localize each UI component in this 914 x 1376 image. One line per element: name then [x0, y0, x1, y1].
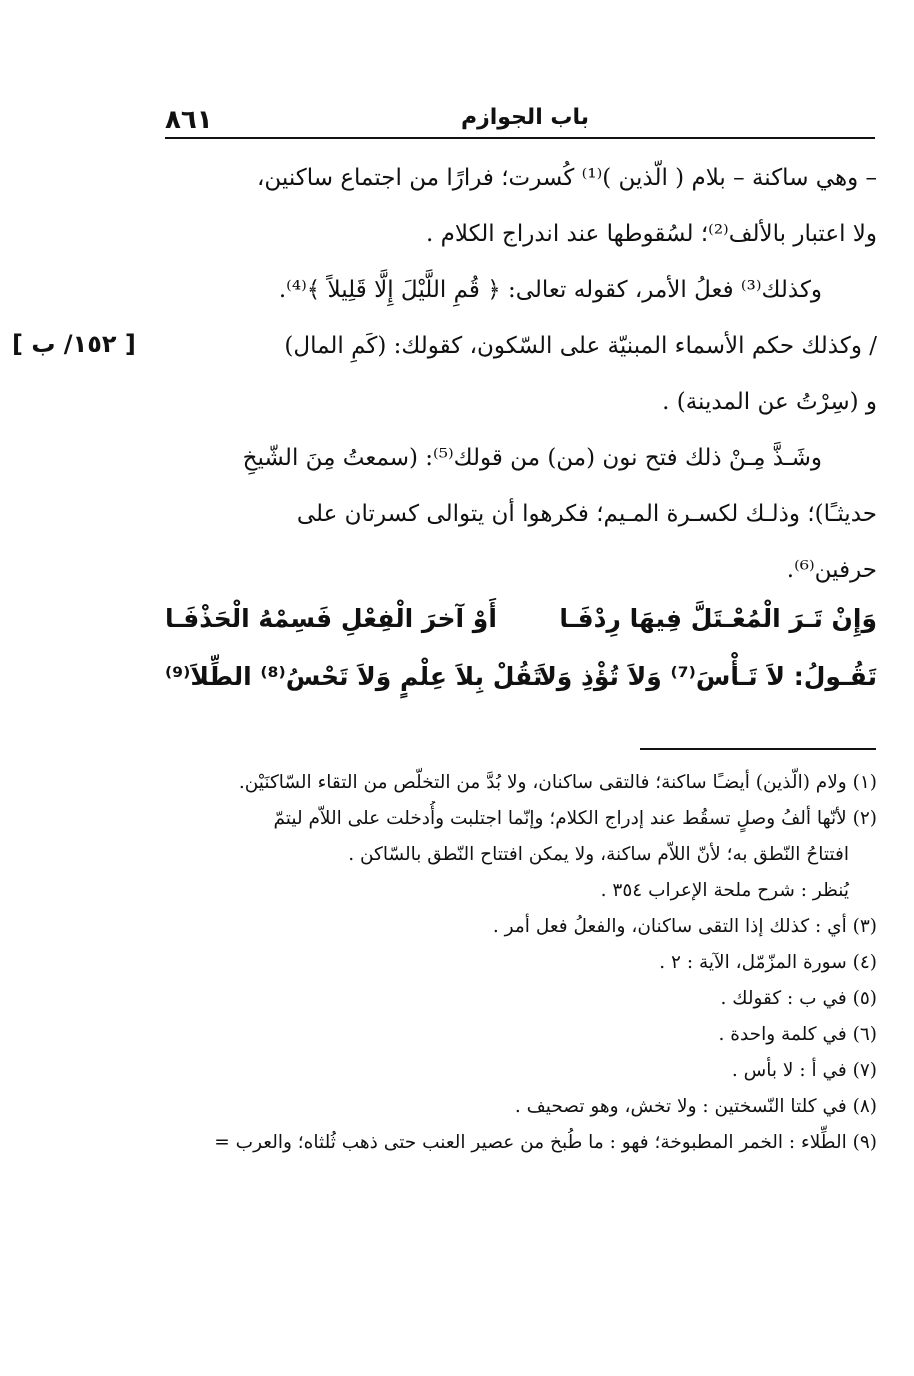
paragraph-line: / وكذلك حكم الأسماء المبنيّة على السّكون، كقولك: (كَمِ المال): [284, 333, 877, 359]
footnote: (٣) أي : كذلك إذا التقى ساكنان، والفعلُ فعل أمر .: [492, 916, 877, 937]
paragraph-line: و (سِرْتُ عن المدينة) .: [662, 389, 877, 415]
footnote: (٥) في ب : كقولك .: [720, 988, 877, 1009]
footnotes: [130, 765, 877, 1161]
verse-hemistich: تَقُلْ بِلاَ عِلْمٍ وَلاَ تَحْسُ⁽⁸⁾ الطِّلاَ⁽⁹⁾: [165, 662, 543, 691]
footnote: (٧) في أ : لا بأس .: [731, 1060, 877, 1081]
paragraph-line: – وهي ساكنة – بلام ( الّذين )⁽¹⁾ كُسرت؛ فرارًا من اجتماع ساكنين،: [256, 165, 877, 191]
footnote: (٦) في كلمة واحدة .: [718, 1024, 877, 1045]
paragraph-line: وشَـذَّ مِـنْ ذلك فتح نون (من) من قولك⁽⁵⁾: (سمعتُ مِنَ الشّيخِ: [242, 445, 822, 471]
paragraph-line: ولا اعتبار بالألف⁽²⁾؛ لسُقوطها عند اندراج الكلام .: [426, 221, 877, 247]
running-header: [165, 103, 875, 139]
footnote: (٨) في كلتا النّسختين : ولا تخش، وهو تصحيف .: [514, 1096, 877, 1117]
paragraph-line: حديثـًا)؛ وذلـك لكسـرة المـيم؛ فكرهوا أن يتوالى كسرتان على: [296, 501, 877, 527]
paragraph-line: وكذلك⁽³⁾ فعلُ الأمر، كقوله تعالى: ﴿ قُمِ اللَّيْلَ إِلَّا قَلِيلاً ﴾⁽⁴⁾.: [278, 277, 822, 303]
paragraph-line: حرفين⁽⁶⁾.: [786, 557, 877, 583]
verse-hemistich: تَقُـولُ: لاَ تَـأْسَ⁽⁷⁾ وَلاَ تُؤْذِ وَلاَ: [538, 662, 877, 691]
verse-hemistich: وَإِنْ تَـرَ الْمُعْـتَلَّ فِيهَا رِدْفَـا: [559, 604, 877, 633]
manuscript-folio-marker: [ ١٥٢/ ب ]: [12, 330, 136, 358]
footnote: (٩) الطِّلاء : الخمر المطبوخة؛ فهو : ما طُبخ من عصير العنب حتى ذهب ثُلثاه؛ والعرب =: [214, 1132, 877, 1153]
footnote: (١) ولام (الّذين) أيضـًا ساكنة؛ فالتقى ساكنان، ولا بُدَّ من التخلّص من التقاء السّاكنَيْن.: [238, 772, 877, 793]
footnote-separator: [640, 748, 876, 750]
footnote-continuation: افتتاحُ النّطق به؛ لأنّ اللاّم ساكنة، ولا يمكن افتتاح النّطق بالسّاكن .: [348, 844, 849, 865]
chapter-title: باب الجوازم: [460, 105, 590, 130]
page-number: ٨٦١: [165, 105, 213, 135]
footnote-continuation: يُنظر : شرح ملحة الإعراب ٣٥٤ .: [600, 880, 849, 901]
main-text: [165, 150, 877, 598]
footnote: (٤) سورة المزّمّل، الآية : ٢ .: [659, 952, 877, 973]
verse-hemistich: أَوْ آخرَ الْفِعْلِ فَسِمْهُ الْحَذْفَـا: [165, 604, 497, 633]
footnote: (٢) لأنّها ألفُ وصلٍ تسقُط عند إدراج الكلام؛ وإنّما اجتلبت وأُدخلت على اللاّم ليتمّ: [273, 808, 877, 829]
